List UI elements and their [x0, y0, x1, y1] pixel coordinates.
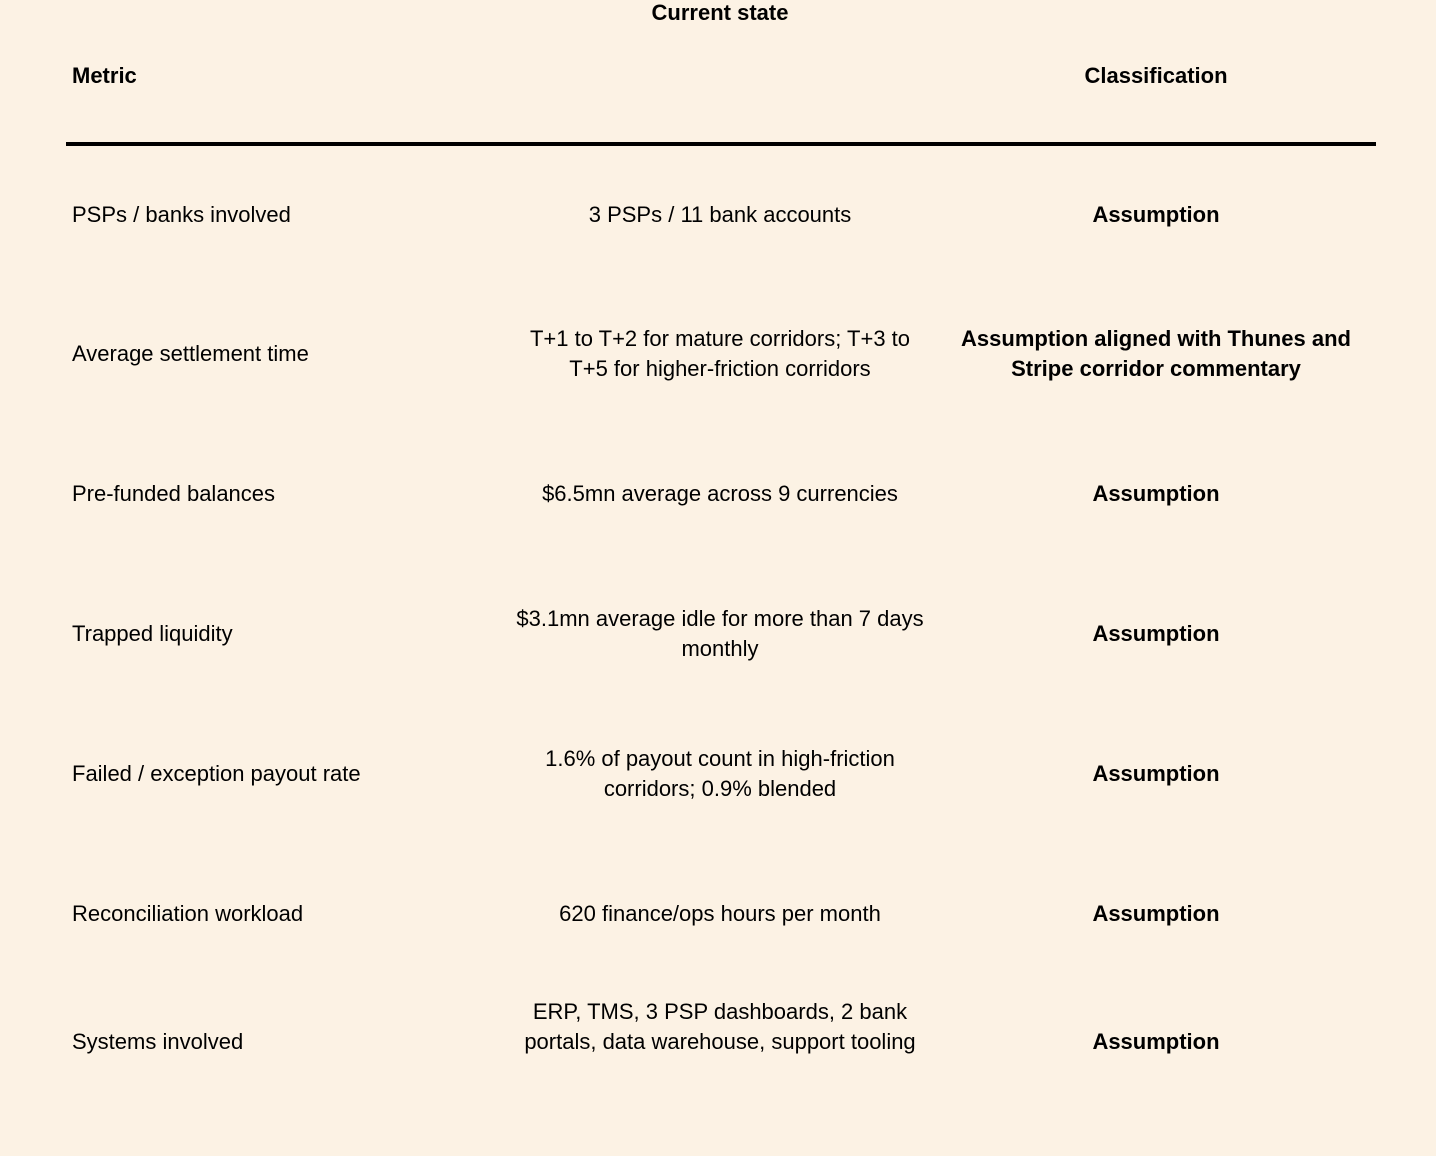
row-metric: Failed / exception payout rate	[72, 761, 361, 786]
row-current-state: $3.1mn average idle for more than 7 days monthly	[516, 606, 924, 661]
row-current-state: 1.6% of payout count in high-friction corridors; 0.9% blended	[545, 746, 895, 801]
row-metric: Trapped liquidity	[72, 621, 233, 646]
header-current-state: Current state	[651, 0, 789, 25]
row-metric: Pre-funded balances	[72, 481, 276, 506]
table-row	[66, 564, 1376, 704]
table-row	[66, 704, 1376, 844]
row-classification: Assumption	[1092, 481, 1220, 506]
row-current-state: T+1 to T+2 for mature corridors; T+3 to T+5 for higher-friction corridors	[529, 326, 911, 381]
table-row	[66, 984, 1376, 1156]
metrics-table	[66, 0, 1376, 1156]
row-metric: Systems involved	[72, 1029, 244, 1054]
row-current-state: 620 finance/ops hours per month	[559, 901, 881, 926]
row-classification: Assumption	[1092, 901, 1220, 926]
row-metric: Average settlement time	[72, 341, 309, 366]
row-classification: Assumption aligned with Thunes and Stripe corridor commentary	[961, 326, 1351, 381]
row-metric: PSPs / banks involved	[72, 202, 291, 227]
table-header	[66, 0, 1376, 146]
row-classification: Assumption	[1092, 621, 1220, 646]
row-classification: Assumption	[1092, 202, 1220, 227]
table-row	[66, 146, 1376, 284]
row-current-state: $6.5mn average across 9 currencies	[542, 481, 898, 506]
row-metric: Reconciliation workload	[72, 901, 304, 926]
header-metric: Metric	[72, 63, 137, 88]
row-classification: Assumption	[1092, 761, 1220, 786]
header-classification: Classification	[1084, 63, 1228, 88]
row-current-state: ERP, TMS, 3 PSP dashboards, 2 bank portals, data warehouse, support tooling	[524, 999, 916, 1054]
row-current-state: 3 PSPs / 11 bank accounts	[588, 202, 852, 227]
row-classification: Assumption	[1092, 1029, 1220, 1054]
table-row	[66, 844, 1376, 984]
table-row	[66, 424, 1376, 564]
table-row	[66, 284, 1376, 424]
